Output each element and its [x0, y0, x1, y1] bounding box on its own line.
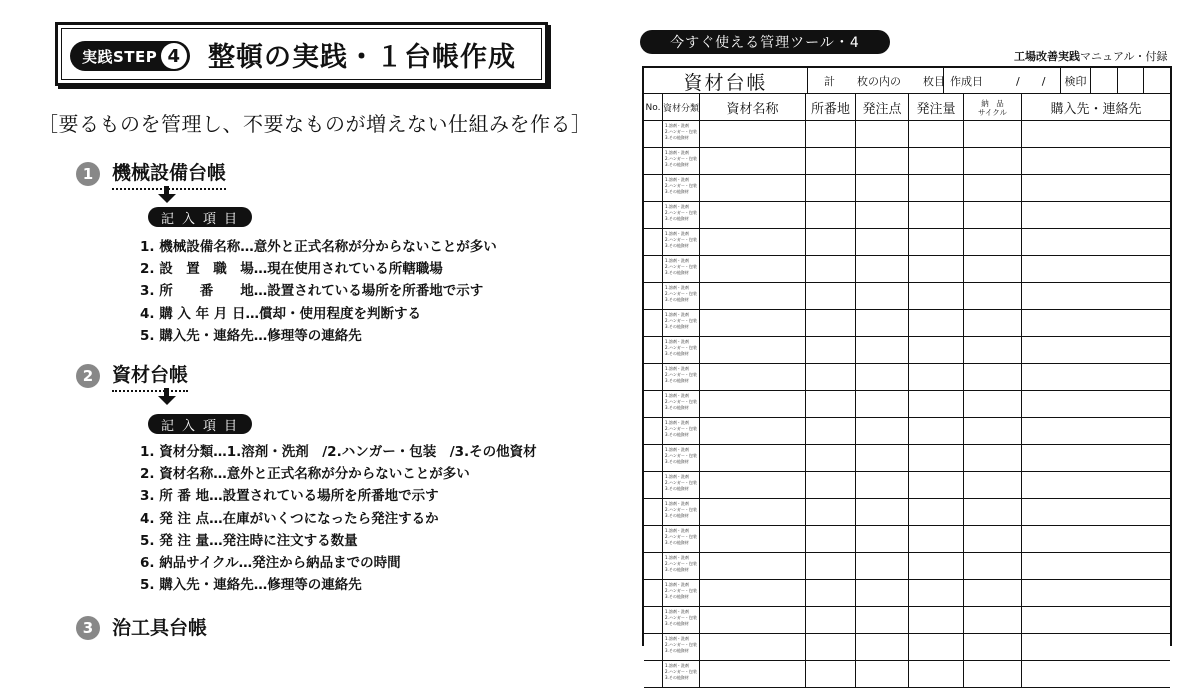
table-cell[interactable] [644, 391, 663, 418]
table-cell[interactable] [964, 310, 1022, 337]
table-cell[interactable] [964, 553, 1022, 580]
step-number: 4 [161, 43, 187, 69]
table-cell[interactable] [1022, 202, 1170, 229]
table-row [644, 445, 1170, 472]
table-cell[interactable] [964, 472, 1022, 499]
table-cell[interactable] [806, 310, 856, 337]
list-item: 1. 資材分類…1.溶剤・洗剤 /2.ハンガー・包装 /3.その他資材 [140, 444, 537, 460]
table-row [644, 526, 1170, 553]
table-cell[interactable] [1022, 229, 1170, 256]
table-cell[interactable] [700, 391, 806, 418]
manual-note-rest: マニュアル・付録 [1080, 50, 1168, 63]
table-cell[interactable] [1022, 499, 1170, 526]
table-row [644, 337, 1170, 364]
table-cell[interactable] [856, 121, 909, 148]
table-cell[interactable] [644, 580, 663, 607]
table-cell[interactable] [1022, 634, 1170, 661]
page-subtitle: ［要るものを管理し、不要なものが増えない仕組みを作る］ [38, 112, 592, 136]
table-cell[interactable] [663, 175, 700, 202]
col-delivery-top: 納 品 [981, 98, 1004, 108]
table-cell[interactable] [909, 256, 964, 283]
table-cell[interactable] [909, 661, 964, 688]
manual-note [1014, 48, 1168, 64]
table-cell[interactable] [700, 256, 806, 283]
table-cell[interactable] [856, 445, 909, 472]
table-cell[interactable] [964, 229, 1022, 256]
table-row [644, 202, 1170, 229]
ledger-body [644, 121, 1170, 688]
table-cell[interactable] [1022, 418, 1170, 445]
table-cell[interactable] [700, 499, 806, 526]
table-cell[interactable] [806, 202, 856, 229]
table-cell[interactable] [700, 337, 806, 364]
table-cell[interactable] [1022, 445, 1170, 472]
table-cell[interactable] [909, 229, 964, 256]
table-cell[interactable] [964, 391, 1022, 418]
table-cell[interactable] [856, 418, 909, 445]
category-options: 1.溶剤・洗剤 2.ハンガー・包装 3.その他資材 [665, 420, 697, 437]
table-row [644, 256, 1170, 283]
down-arrow-icon [157, 388, 177, 406]
table-cell[interactable] [663, 526, 700, 553]
table-cell[interactable] [700, 553, 806, 580]
table-cell[interactable] [806, 580, 856, 607]
table-cell[interactable] [663, 418, 700, 445]
category-options: 1.溶剤・洗剤 2.ハンガー・包装 3.その他資材 [665, 285, 697, 302]
table-row [644, 472, 1170, 499]
table-cell[interactable] [700, 310, 806, 337]
section-items-list [140, 441, 537, 596]
stamp-label: 検印 [1061, 68, 1091, 94]
table-cell[interactable] [806, 391, 856, 418]
table-cell[interactable] [644, 202, 663, 229]
category-options: 1.溶剤・洗剤 2.ハンガー・包装 3.その他資材 [665, 123, 697, 140]
table-cell[interactable] [806, 256, 856, 283]
table-cell[interactable] [909, 553, 964, 580]
table-cell[interactable] [909, 634, 964, 661]
table-cell[interactable] [806, 229, 856, 256]
col-location: 所番地 [806, 94, 856, 121]
table-cell[interactable] [1022, 580, 1170, 607]
table-cell[interactable] [644, 364, 663, 391]
category-options: 1.溶剤・洗剤 2.ハンガー・包装 3.その他資材 [665, 501, 697, 518]
table-cell[interactable] [1022, 391, 1170, 418]
table-row [644, 634, 1170, 661]
list-item: 5. 購入先・連絡先…修理等の連絡先 [140, 327, 362, 344]
table-cell[interactable] [856, 148, 909, 175]
table-cell[interactable] [964, 175, 1022, 202]
table-cell[interactable] [909, 175, 964, 202]
table-row [644, 364, 1170, 391]
table-cell[interactable] [663, 364, 700, 391]
table-row [644, 310, 1170, 337]
table-cell[interactable] [663, 229, 700, 256]
section-number: 3 [76, 616, 100, 640]
col-supplier: 購入先・連絡先 [1050, 102, 1142, 117]
category-options: 1.溶剤・洗剤 2.ハンガー・包装 3.その他資材 [665, 366, 697, 383]
table-cell[interactable] [644, 526, 663, 553]
table-cell[interactable] [806, 634, 856, 661]
table-cell[interactable] [856, 526, 909, 553]
table-cell[interactable] [806, 526, 856, 553]
table-cell[interactable] [644, 553, 663, 580]
category-options: 1.溶剤・洗剤 2.ハンガー・包装 3.その他資材 [665, 393, 697, 410]
table-cell[interactable] [644, 445, 663, 472]
materials-ledger-form [642, 66, 1172, 680]
table-cell[interactable] [964, 256, 1022, 283]
table-cell[interactable] [663, 553, 700, 580]
section-title: 機械設備台帳 [112, 158, 226, 190]
table-row [644, 418, 1170, 445]
table-cell[interactable] [806, 553, 856, 580]
table-cell[interactable] [856, 310, 909, 337]
table-cell[interactable] [909, 310, 964, 337]
category-options: 1.溶剤・洗剤 2.ハンガー・包装 3.その他資材 [665, 528, 697, 545]
category-options: 1.溶剤・洗剤 2.ハンガー・包装 3.その他資材 [665, 555, 697, 572]
table-cell[interactable] [700, 148, 806, 175]
table-cell[interactable] [700, 472, 806, 499]
category-options: 1.溶剤・洗剤 2.ハンガー・包装 3.その他資材 [665, 177, 697, 194]
ledger-title: 資材台帳 [644, 68, 808, 94]
table-cell[interactable] [909, 202, 964, 229]
table-cell[interactable] [663, 310, 700, 337]
table-cell[interactable] [700, 175, 806, 202]
table-cell[interactable] [964, 418, 1022, 445]
table-cell[interactable] [1022, 310, 1170, 337]
section-title: 治工具台帳 [112, 617, 208, 639]
table-cell[interactable] [700, 580, 806, 607]
step-label: 実践STEP [82, 47, 158, 66]
table-cell[interactable] [1022, 283, 1170, 310]
entry-items-badge: 記入項目 [148, 207, 252, 227]
table-cell[interactable] [663, 121, 700, 148]
table-row [644, 580, 1170, 607]
table-cell[interactable] [806, 175, 856, 202]
table-cell[interactable] [806, 148, 856, 175]
category-options: 1.溶剤・洗剤 2.ハンガー・包装 3.その他資材 [665, 447, 697, 464]
table-cell[interactable] [700, 634, 806, 661]
table-cell[interactable] [1022, 661, 1170, 688]
table-cell[interactable] [806, 472, 856, 499]
table-cell[interactable] [856, 175, 909, 202]
tool-label-badge: 今すぐ使える管理ツール・4 [640, 30, 890, 54]
category-options: 1.溶剤・洗剤 2.ハンガー・包装 3.その他資材 [665, 258, 697, 275]
table-cell[interactable] [1022, 175, 1170, 202]
col-delivery-cycle [964, 94, 1022, 121]
col-no: No. [644, 94, 663, 121]
table-row [644, 607, 1170, 634]
table-cell[interactable] [644, 121, 663, 148]
table-cell[interactable] [700, 283, 806, 310]
table-cell[interactable] [964, 607, 1022, 634]
table-cell[interactable] [663, 499, 700, 526]
table-cell[interactable] [1022, 607, 1170, 634]
section-header-1 [76, 158, 226, 190]
table-cell[interactable] [856, 607, 909, 634]
table-cell[interactable] [909, 526, 964, 553]
table-row [644, 661, 1170, 688]
table-cell[interactable] [856, 499, 909, 526]
table-cell[interactable] [806, 337, 856, 364]
section-header-3 [76, 613, 207, 643]
table-cell[interactable] [1022, 337, 1170, 364]
table-cell[interactable] [663, 202, 700, 229]
table-row [644, 553, 1170, 580]
table-cell[interactable] [856, 580, 909, 607]
list-item: 6. 納品サイクル…発注から納品までの時間 [140, 554, 401, 571]
table-cell[interactable] [856, 472, 909, 499]
table-cell[interactable] [1022, 256, 1170, 283]
category-options: 1.溶剤・洗剤 2.ハンガー・包装 3.その他資材 [665, 150, 697, 167]
table-cell[interactable] [663, 580, 700, 607]
table-cell[interactable] [909, 148, 964, 175]
table-cell[interactable] [909, 499, 964, 526]
entry-items-badge: 記入項目 [148, 414, 252, 434]
table-cell[interactable] [909, 472, 964, 499]
table-cell[interactable] [909, 337, 964, 364]
table-cell[interactable] [663, 256, 700, 283]
col-delivery-bottom: サイクル [977, 107, 1008, 117]
section-items-list [140, 236, 497, 347]
column-header-row [644, 94, 1170, 121]
table-cell[interactable] [644, 148, 663, 175]
table-cell[interactable] [909, 391, 964, 418]
down-arrow-icon [157, 186, 177, 204]
table-cell[interactable] [700, 418, 806, 445]
table-cell[interactable] [663, 391, 700, 418]
ledger-header-row [644, 68, 1170, 94]
table-cell[interactable] [1022, 553, 1170, 580]
table-cell[interactable] [644, 283, 663, 310]
col-order-point: 発注点 [856, 94, 909, 121]
category-options: 1.溶剤・洗剤 2.ハンガー・包装 3.その他資材 [665, 204, 697, 221]
table-cell[interactable] [806, 418, 856, 445]
table-cell[interactable] [806, 661, 856, 688]
table-cell[interactable] [806, 364, 856, 391]
table-cell[interactable] [964, 337, 1022, 364]
table-cell[interactable] [644, 418, 663, 445]
table-cell[interactable] [1022, 148, 1170, 175]
table-row [644, 391, 1170, 418]
list-item: 5. 購入先・連絡先…修理等の連絡先 [140, 577, 362, 594]
table-row [644, 121, 1170, 148]
table-cell[interactable] [964, 148, 1022, 175]
list-item: 3. 所 番 地…設置されている場所を所番地で示す [140, 283, 484, 300]
table-cell[interactable] [909, 418, 964, 445]
category-options: 1.溶剤・洗剤 2.ハンガー・包装 3.その他資材 [665, 582, 697, 599]
col-order-qty: 発注量 [909, 94, 964, 121]
step-badge [70, 41, 190, 71]
table-cell[interactable] [663, 148, 700, 175]
list-item: 4. 購 入 年 月 日…償却・使用程度を判断する [140, 305, 422, 322]
table-cell[interactable] [663, 661, 700, 688]
col-name: 資材名称 [700, 94, 806, 121]
table-cell[interactable] [700, 661, 806, 688]
table-cell[interactable] [964, 364, 1022, 391]
table-row [644, 283, 1170, 310]
category-options: 1.溶剤・洗剤 2.ハンガー・包装 3.その他資材 [665, 609, 697, 626]
table-cell[interactable] [964, 661, 1022, 688]
table-cell[interactable] [663, 337, 700, 364]
manual-note-bold: 工場改善実践 [1014, 50, 1080, 63]
table-cell[interactable] [964, 121, 1022, 148]
table-cell[interactable] [700, 229, 806, 256]
table-cell[interactable] [1022, 121, 1170, 148]
table-cell[interactable] [663, 472, 700, 499]
table-cell[interactable] [964, 634, 1022, 661]
table-cell[interactable] [1022, 526, 1170, 553]
stamp-box[interactable] [1118, 68, 1144, 94]
category-options: 1.溶剤・洗剤 2.ハンガー・包装 3.その他資材 [665, 231, 697, 248]
section-number: 1 [76, 162, 100, 186]
table-cell[interactable] [700, 607, 806, 634]
table-cell[interactable] [909, 580, 964, 607]
table-row [644, 148, 1170, 175]
category-options: 1.溶剤・洗剤 2.ハンガー・包装 3.その他資材 [665, 636, 697, 653]
category-options: 1.溶剤・洗剤 2.ハンガー・包装 3.その他資材 [665, 312, 697, 329]
list-item: 1. 機械設備名称…意外と正式名称が分からないことが多い [140, 239, 497, 255]
table-cell[interactable] [644, 256, 663, 283]
table-cell[interactable] [909, 364, 964, 391]
table-cell[interactable] [856, 229, 909, 256]
table-cell[interactable] [856, 553, 909, 580]
table-cell[interactable] [964, 202, 1022, 229]
table-cell[interactable] [700, 526, 806, 553]
table-cell[interactable] [856, 661, 909, 688]
table-cell[interactable] [663, 445, 700, 472]
table-cell[interactable] [856, 391, 909, 418]
table-cell[interactable] [644, 472, 663, 499]
col-category: 資材分類 [663, 94, 700, 121]
category-options: 1.溶剤・洗剤 2.ハンガー・包装 3.その他資材 [665, 339, 697, 356]
table-cell[interactable] [964, 580, 1022, 607]
table-cell[interactable] [856, 202, 909, 229]
stamp-box[interactable] [1144, 68, 1170, 94]
table-cell[interactable] [644, 310, 663, 337]
table-cell[interactable] [644, 229, 663, 256]
table-cell[interactable] [644, 607, 663, 634]
table-cell[interactable] [964, 445, 1022, 472]
table-cell[interactable] [909, 283, 964, 310]
sheet-count-field: 計 枚の内の 枚目 [808, 68, 944, 94]
table-row [644, 175, 1170, 202]
category-options: 1.溶剤・洗剤 2.ハンガー・包装 3.その他資材 [665, 663, 697, 680]
table-cell[interactable] [856, 364, 909, 391]
table-cell[interactable] [806, 499, 856, 526]
table-cell[interactable] [644, 634, 663, 661]
table-cell[interactable] [700, 445, 806, 472]
table-cell[interactable] [663, 283, 700, 310]
table-cell[interactable] [806, 283, 856, 310]
table-cell[interactable] [964, 283, 1022, 310]
stamp-box[interactable] [1091, 68, 1118, 94]
table-cell[interactable] [700, 364, 806, 391]
table-cell[interactable] [644, 175, 663, 202]
list-item: 2. 資材名称…意外と正式名称が分からないことが多い [140, 466, 470, 483]
table-cell[interactable] [909, 445, 964, 472]
table-cell[interactable] [856, 634, 909, 661]
list-item: 3. 所 番 地…設置されている場所を所番地で示す [140, 488, 439, 505]
list-item: 5. 発 注 量…発注時に注文する数量 [140, 532, 358, 549]
page-title: 整頓の実践・１台帳作成 [208, 42, 516, 73]
table-cell[interactable] [806, 607, 856, 634]
table-cell[interactable] [1022, 472, 1170, 499]
list-item: 2. 設 置 職 場…現在使用されている所轄職場 [140, 261, 443, 278]
created-date-field: 作成日 / / [944, 68, 1061, 94]
section-title: 資材台帳 [112, 360, 188, 392]
table-cell[interactable] [1022, 364, 1170, 391]
table-cell[interactable] [644, 499, 663, 526]
table-cell[interactable] [964, 526, 1022, 553]
table-row [644, 499, 1170, 526]
table-cell[interactable] [909, 121, 964, 148]
table-cell[interactable] [700, 202, 806, 229]
table-cell[interactable] [806, 121, 856, 148]
category-options: 1.溶剤・洗剤 2.ハンガー・包装 3.その他資材 [665, 474, 697, 491]
step-title-box [55, 22, 548, 86]
table-cell[interactable] [644, 337, 663, 364]
table-cell[interactable] [806, 445, 856, 472]
section-number: 2 [76, 364, 100, 388]
table-cell[interactable] [663, 607, 700, 634]
table-cell[interactable] [856, 337, 909, 364]
table-cell[interactable] [964, 499, 1022, 526]
table-cell[interactable] [856, 283, 909, 310]
table-cell[interactable] [700, 121, 806, 148]
table-cell[interactable] [856, 256, 909, 283]
table-cell[interactable] [663, 634, 700, 661]
list-item: 4. 発 注 点…在庫がいくつになったら発注するか [140, 510, 439, 527]
table-row [644, 229, 1170, 256]
table-cell[interactable] [644, 661, 663, 688]
table-cell[interactable] [909, 607, 964, 634]
